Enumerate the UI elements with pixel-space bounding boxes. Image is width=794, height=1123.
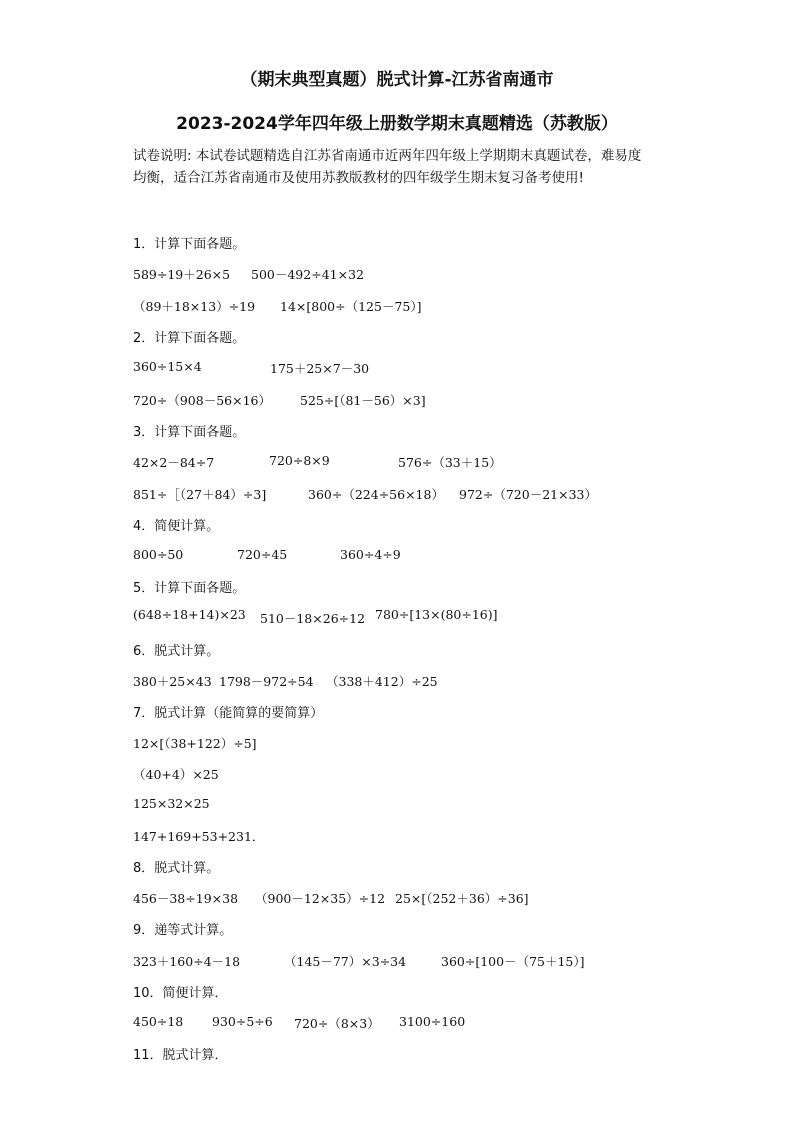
expression: 851÷［（27＋84）÷3] <box>133 487 267 502</box>
expression: (648÷18+14)×23 <box>133 607 246 622</box>
expression: 360÷15×4 <box>133 359 202 374</box>
expression: 456－38÷19×38 <box>133 891 239 906</box>
expression: 360÷[100－（75＋15）] <box>441 954 585 969</box>
question-4-label: 4．简便计算。 <box>133 519 220 534</box>
doc-title-line2: 2023-2024学年四年级上册数学期末真题精选（苏教版） <box>176 114 618 134</box>
paper-description <box>133 145 693 189</box>
expression: 1798－972÷54 <box>219 674 314 689</box>
expression: （145－77）×3÷34 <box>284 954 407 969</box>
expression: 360÷（224÷56×18） <box>308 487 444 502</box>
expression: 720÷8×9 <box>269 453 330 468</box>
expression: 525÷[（81－56）×3] <box>300 393 426 408</box>
expression: 12×[（38+122）÷5] <box>133 736 257 751</box>
expression: 500－492÷41×32 <box>251 267 364 282</box>
expression: （900－12×35）÷12 <box>255 891 386 906</box>
question-3-label: 3．计算下面各题。 <box>133 425 246 440</box>
expression: 380＋25×43 <box>133 674 212 689</box>
expression: 147+169+53+231． <box>133 829 265 844</box>
expression: （40+4）×25 <box>133 767 219 782</box>
intro-line: 试卷说明: 本试卷试题精选自江苏省南通市近两年四年级上学期期末真题试卷，难易度 <box>133 148 642 164</box>
expression: 14×[800÷（125－75）] <box>280 299 422 314</box>
expression: 720÷45 <box>237 547 288 562</box>
question-8-label: 8．脱式计算。 <box>133 861 220 876</box>
expression: 360÷4÷9 <box>340 547 401 562</box>
question-2-label: 2．计算下面各题。 <box>133 331 246 346</box>
question-5-label: 5．计算下面各题。 <box>133 581 246 596</box>
expression: 175＋25×7－30 <box>270 361 370 376</box>
expression: 720÷（908－56×16） <box>133 393 271 408</box>
question-1-label: 1．计算下面各题。 <box>133 237 246 252</box>
expression: 930÷5÷6 <box>212 1014 273 1029</box>
expression: 510－18×26÷12 <box>260 611 366 626</box>
expression: 589÷19＋26×5 <box>133 267 231 282</box>
expression: （338＋412）÷25 <box>326 674 438 689</box>
question-10-label: 10．简便计算． <box>133 986 228 1001</box>
question-9-label: 9．递等式计算。 <box>133 923 233 938</box>
expression: 780÷[13×(80÷16)] <box>375 607 498 622</box>
expression: 576÷（33＋15） <box>398 455 502 470</box>
expression: 800÷50 <box>133 547 184 562</box>
expression: 323＋160÷4－18 <box>133 954 241 969</box>
expression: 42×2－84÷7 <box>133 455 215 470</box>
question-7-label: 7．脱式计算（能简算的要简算） <box>133 706 324 721</box>
expression: 972÷（720－21×33） <box>459 487 597 502</box>
question-11-label: 11．脱式计算． <box>133 1048 228 1063</box>
expression: 3100÷160 <box>399 1014 466 1029</box>
intro-line: 均衡，适合江苏省南通市及使用苏教版教材的四年级学生期末复习备考使用! <box>133 170 584 186</box>
question-6-label: 6．脱式计算。 <box>133 644 220 659</box>
expression: 450÷18 <box>133 1014 184 1029</box>
expression: （89＋18×13）÷19 <box>133 299 256 314</box>
expression: 720÷（8×3） <box>294 1016 380 1031</box>
expression: 125×32×25 <box>133 796 210 811</box>
expression: 25×[（252＋36）÷36] <box>395 891 529 906</box>
doc-title-line1: （期末典型真题）脱式计算-江苏省南通市 <box>240 70 554 90</box>
